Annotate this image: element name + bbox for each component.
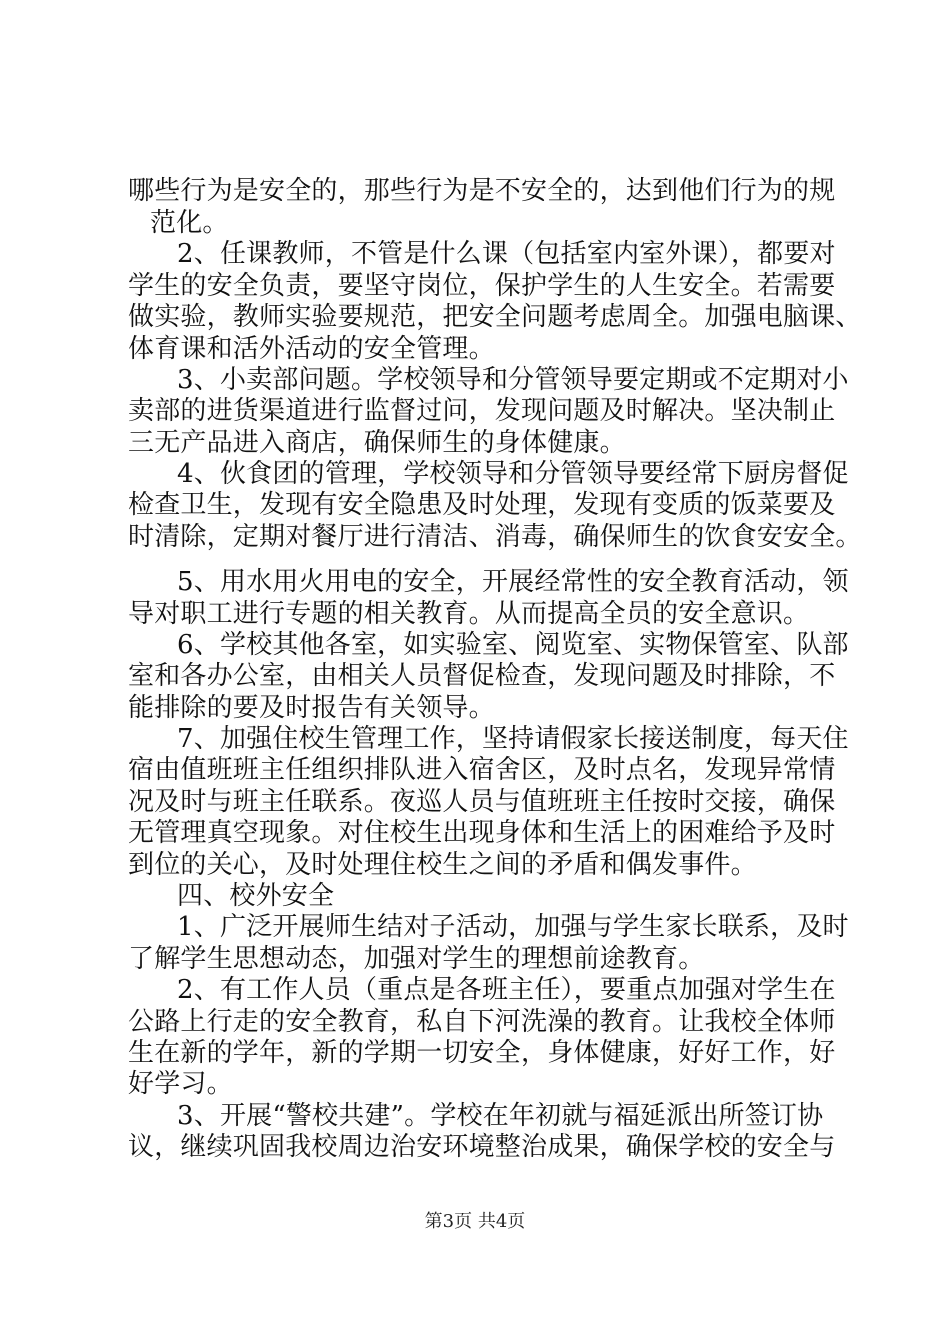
- text-line: 导对职工进行专题的相关教育。从而提高全员的安全意识。: [128, 599, 810, 629]
- text-line: 室和各办公室，由相关人员督促检查，发现问题及时排除，不: [128, 661, 836, 691]
- text-line: 时清除，定期对餐厅进行清洁、消毒，确保师生的饮食安安全。: [128, 522, 862, 552]
- text-line: 2、任课教师，不管是什么课（包括室内室外课），都要对: [177, 239, 836, 269]
- text-line: 6、学校其他各室，如实验室、阅览室、实物保管室、队部: [177, 630, 849, 660]
- text-line: 生在新的学年，新的学期一切安全，身体健康，好好工作，好: [128, 1038, 836, 1068]
- text-line: 议，继续巩固我校周边治安环境整治成果，确保学校的安全与: [128, 1132, 836, 1162]
- text-line: 5、用水用火用电的安全，开展经常性的安全教育活动，领: [177, 567, 849, 597]
- text-line: 3、开展“警校共建”。学校在年初就与福延派出所签订协: [177, 1101, 824, 1131]
- text-line: 了解学生思想动态，加强对学生的理想前途教育。: [128, 944, 705, 974]
- text-line: 学生的安全负责，要坚守岗位，保护学生的人生安全。若需要: [128, 271, 836, 301]
- text-line: 2、有工作人员（重点是各班主任），要重点加强对学生在: [177, 975, 836, 1005]
- text-line: 4、伙食团的管理，学校领导和分管领导要经常下厨房督促: [177, 459, 849, 489]
- text-line: 好学习。: [128, 1069, 233, 1099]
- text-line: 三无产品进入商店，确保师生的身体健康。: [128, 428, 626, 458]
- text-line: 宿由值班班主任组织排队进入宿舍区，及时点名，发现异常情: [128, 755, 836, 785]
- text-line: 做实验，教师实验要规范，把安全问题考虑周全。加强电脑课、: [128, 302, 862, 332]
- text-line: 卖部的进货渠道进行监督过问，发现问题及时解决。坚决制止: [128, 396, 836, 426]
- text-line: 能排除的要及时报告有关领导。: [128, 693, 495, 723]
- text-line: 无管理真空现象。对住校生出现身体和生活上的困难给予及时: [128, 818, 836, 848]
- text-line: 范化。: [150, 208, 229, 238]
- text-line: 况及时与班主任联系。夜巡人员与值班班主任按时交接，确保: [128, 787, 836, 817]
- page-number-footer: 第3页 共4页: [424, 1211, 526, 1232]
- text-line: 体育课和活外活动的安全管理。: [128, 334, 495, 364]
- text-line: 公路上行走的安全教育，私自下河洗澡的教育。让我校全体师: [128, 1007, 836, 1037]
- text-line: 3、小卖部问题。学校领导和分管领导要定期或不定期对小: [177, 365, 849, 395]
- text-line: 1、广泛开展师生结对子活动，加强与学生家长联系，及时: [177, 912, 849, 942]
- text-line: 到位的关心，及时处理住校生之间的矛盾和偶发事件。: [128, 850, 757, 880]
- text-line: 7、加强住校生管理工作，坚持请假家长接送制度，每天住: [177, 724, 849, 754]
- section-heading: 四、校外安全: [177, 881, 335, 911]
- text-line: 检查卫生，发现有安全隐患及时处理，发现有变质的饭菜要及: [128, 490, 836, 520]
- text-line: 哪些行为是安全的，那些行为是不安全的，达到他们行为的规: [128, 176, 836, 206]
